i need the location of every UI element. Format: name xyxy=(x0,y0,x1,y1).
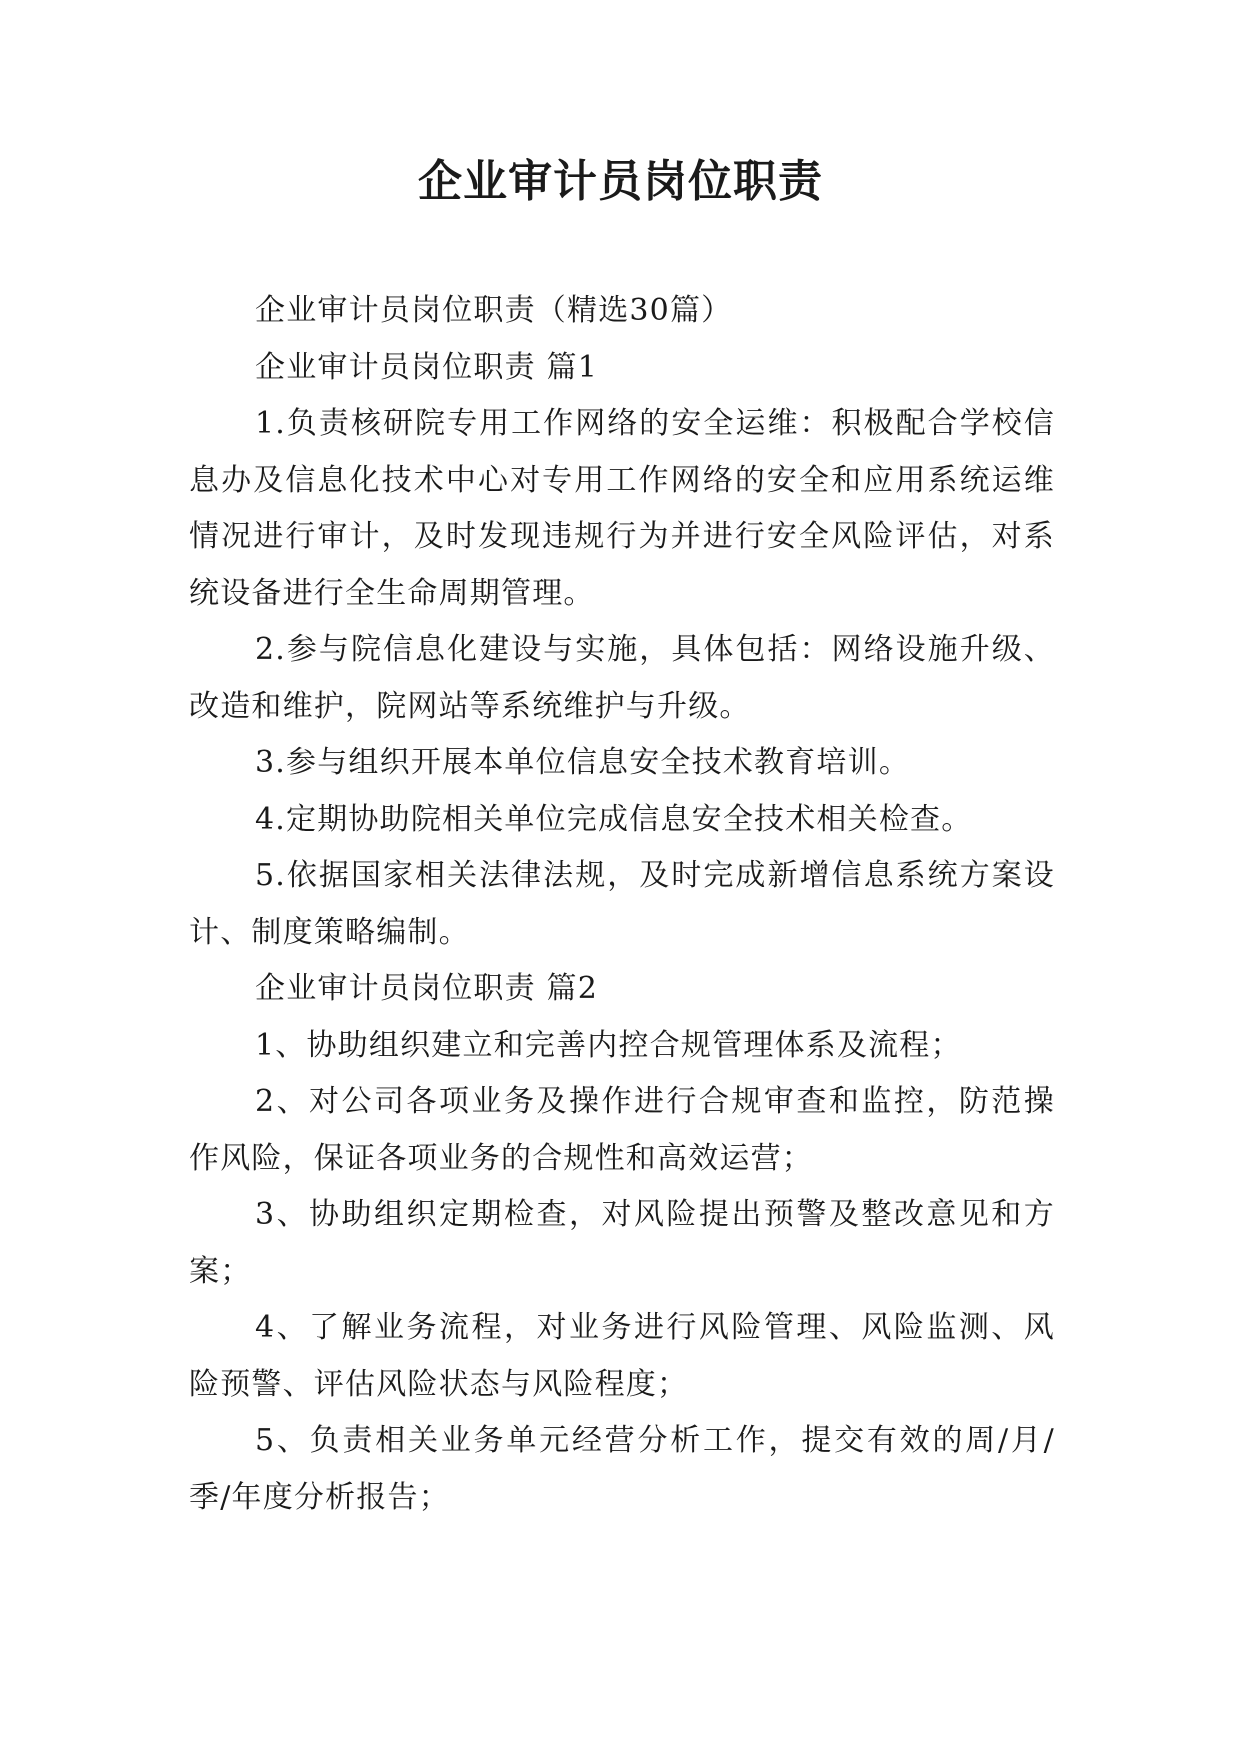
body-paragraph: 3.参与组织开展本单位信息安全技术教育培训。 xyxy=(255,745,911,780)
body-paragraph: 2.参与院信息化建设与实施，具体包括：网络设施升级、改造和维护，院网站等系统维护与升级。 xyxy=(189,632,1055,724)
section-heading-2: 企业审计员岗位职责 篇2 xyxy=(255,971,599,1006)
body-paragraph: 2、对公司各项业务及操作进行合规审查和监控，防范操作风险，保证各项业务的合规性和高效运营； xyxy=(189,1084,1055,1176)
document-title: 企业审计员岗位职责 xyxy=(418,156,823,207)
body-paragraph: 1.负责核研院专用工作网络的安全运维：积极配合学校信息办及信息化技术中心对专用工作网络的安全和应用系统运维情况进行审计，及时发现违规行为并进行安全风险评估，对系统设备进行全生命周期管理。 xyxy=(189,406,1055,611)
body-paragraph: 1、协助组织建立和完善内控合规管理体系及流程； xyxy=(255,1027,962,1063)
body-paragraph: 4、了解业务流程，对业务进行风险管理、风险监测、风险预警、评估风险状态与风险程度； xyxy=(189,1310,1055,1402)
section-heading-1: 企业审计员岗位职责 篇1 xyxy=(255,349,599,385)
subtitle-paragraph: 企业审计员岗位职责（精选30篇） xyxy=(255,293,733,328)
document-body xyxy=(189,283,1055,1526)
body-paragraph: 5、负责相关业务单元经营分析工作，提交有效的周/月/季/年度分析报告； xyxy=(189,1423,1055,1515)
body-paragraph: 3、协助组织定期检查，对风险提出预警及整改意见和方案； xyxy=(189,1197,1055,1289)
body-paragraph: 5.依据国家相关法律法规，及时完成新增信息系统方案设计、制度策略编制。 xyxy=(189,858,1055,950)
body-paragraph: 4.定期协助院相关单位完成信息安全技术相关检查。 xyxy=(255,801,973,837)
